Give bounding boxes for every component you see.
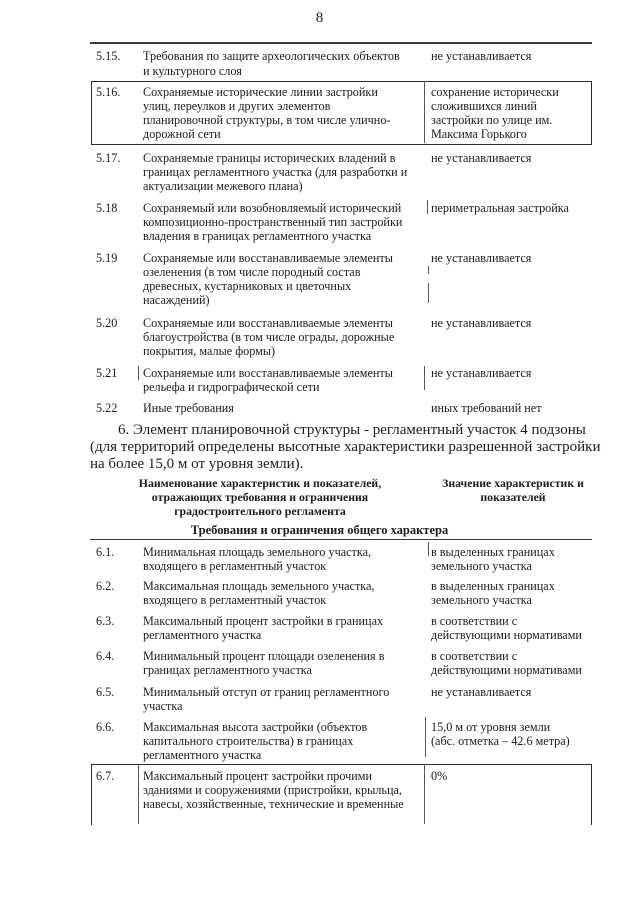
row-value: не устанавливается xyxy=(431,366,532,380)
row-value: иных требований нет xyxy=(431,401,542,415)
row-text: Максимальная высота застройки (объектов xyxy=(143,720,368,734)
row-text: навесы, хозяйственные, технические и временные xyxy=(143,797,404,811)
row-text: капитального строительства) в границах xyxy=(143,734,354,748)
row-text: композиционно-пространственный тип застройки xyxy=(143,215,403,229)
cell-mark xyxy=(428,283,429,303)
row-number: 5.17. xyxy=(96,151,121,165)
cell-mark xyxy=(425,717,426,757)
row-text: улиц, переулков и других элементов xyxy=(143,99,331,113)
row-text: владения в границах регламентного участка xyxy=(143,229,372,243)
row-value: 0% xyxy=(431,769,448,783)
row-number: 5.18 xyxy=(96,201,118,215)
row-text: и культурного слоя xyxy=(143,64,242,78)
row-text: Минимальная площадь земельного участка, xyxy=(143,545,372,559)
row-text: актуализации межевого плана) xyxy=(143,179,303,193)
row-number: 5.21 xyxy=(96,366,118,380)
row-value: не устанавливается xyxy=(431,49,532,63)
row-text: зданиями и сооружениями (пристройки, крыльца, xyxy=(143,783,402,797)
row-text: Максимальная площадь земельного участка, xyxy=(143,579,375,593)
row-text: Сохраняемый или возобновляемый исторический xyxy=(143,201,402,215)
row-number: 5.19 xyxy=(96,251,118,265)
cell-mark xyxy=(138,366,139,380)
row-text: Максимальный процент застройки в границах xyxy=(143,614,384,628)
row-value: действующими нормативами xyxy=(431,663,582,677)
row-number: 5.20 xyxy=(96,316,118,330)
row-divider xyxy=(424,764,425,824)
cell-mark xyxy=(428,542,429,556)
row-divider xyxy=(424,81,425,143)
row-value: 15,0 м от уровня земли xyxy=(431,720,551,734)
row-text: планировочной структуры, в том числе улично- xyxy=(143,113,391,127)
section-heading: 6. Элемент планировочной структуры - регламентный участок 4 подзоны xyxy=(118,422,586,438)
row-value: в соответствии с xyxy=(431,649,518,663)
row-text: Сохраняемые исторические линии застройки xyxy=(143,85,378,99)
row-number: 6.3. xyxy=(96,614,115,628)
row-text: Сохраняемые границы исторических владений в xyxy=(143,151,396,165)
row-text: участка xyxy=(143,699,183,713)
row-divider xyxy=(138,764,139,824)
row-text: Иные требования xyxy=(143,401,234,415)
row-text: регламентного участка xyxy=(143,748,262,762)
row-text: озеленения (в том числе породный состав xyxy=(143,265,361,279)
row-text: Максимальный процент застройки прочими xyxy=(143,769,372,783)
row-value: в соответствии с xyxy=(431,614,518,628)
row-text: границах регламентного участка xyxy=(143,663,312,677)
row-number: 5.22 xyxy=(96,401,118,415)
row-value: сложившихся линий xyxy=(431,99,537,113)
row-text: дорожной сети xyxy=(143,127,221,141)
row-number: 6.5. xyxy=(96,685,115,699)
row-text: древесных, кустарниковых и цветочных xyxy=(143,279,352,293)
row-number: 6.7. xyxy=(96,769,115,783)
cell-mark xyxy=(424,366,425,390)
row-number: 6.2. xyxy=(96,579,115,593)
cell-mark xyxy=(428,266,429,274)
page-number: 8 xyxy=(315,10,324,26)
row-value: в выделенных границах xyxy=(431,545,555,559)
row-number: 5.15. xyxy=(96,49,121,63)
row-value: (абс. отметка – 42.6 метра) xyxy=(431,734,570,748)
cell-mark xyxy=(427,200,428,214)
row-value: в выделенных границах xyxy=(431,579,555,593)
row-number: 6.4. xyxy=(96,649,115,663)
row-value: не устанавливается xyxy=(431,251,532,265)
row-text: входящего в регламентный участок xyxy=(143,559,327,573)
row-text: благоустройства (в том числе ограды, дорожные xyxy=(143,330,395,344)
row-text: Требования по защите археологических объектов xyxy=(143,49,400,63)
section-paragraph-line: на более 15,0 м от уровня земли). xyxy=(90,456,304,472)
row-text: границах регламентного участка (для разработки и xyxy=(143,165,408,179)
row-value: не устанавливается xyxy=(431,151,532,165)
row-text: Минимальный отступ от границ регламентного xyxy=(143,685,390,699)
row-text: покрытия, малые формы) xyxy=(143,344,276,358)
row-value: застройки по улице им. xyxy=(431,113,553,127)
row-value: Максима Горького xyxy=(431,127,527,141)
row-text: Сохраняемые или восстанавливаемые элементы xyxy=(143,316,393,330)
row-value: действующими нормативами xyxy=(431,628,582,642)
row-text: Сохраняемые или восстанавливаемые элементы xyxy=(143,366,393,380)
row-value: земельного участка xyxy=(431,593,532,607)
row-text: рельефа и гидрографической сети xyxy=(143,380,320,394)
row-text: входящего в регламентный участок xyxy=(143,593,327,607)
row-number: 5.16. xyxy=(96,85,121,99)
row-number: 6.6. xyxy=(96,720,115,734)
row-number: 6.1. xyxy=(96,545,115,559)
section-paragraph-line: (для территорий определены высотные характеристики разрешенной застройки xyxy=(90,439,601,455)
table-top-rule xyxy=(90,42,592,44)
row-value: земельного участка xyxy=(431,559,532,573)
row-value: периметральная застройка xyxy=(431,201,569,215)
row-value: не устанавливается xyxy=(431,685,532,699)
row-text: Сохраняемые или восстанавливаемые элементы xyxy=(143,251,393,265)
row-value: не устанавливается xyxy=(431,316,532,330)
subsection-rule xyxy=(90,539,592,540)
subsection-title: Требования и ограничения общего характера xyxy=(190,523,449,537)
row-text: насаждений) xyxy=(143,293,210,307)
row-value: сохранение исторически xyxy=(431,85,559,99)
row-text: регламентного участка xyxy=(143,628,262,642)
row-text: Минимальный процент площади озеленения в xyxy=(143,649,385,663)
